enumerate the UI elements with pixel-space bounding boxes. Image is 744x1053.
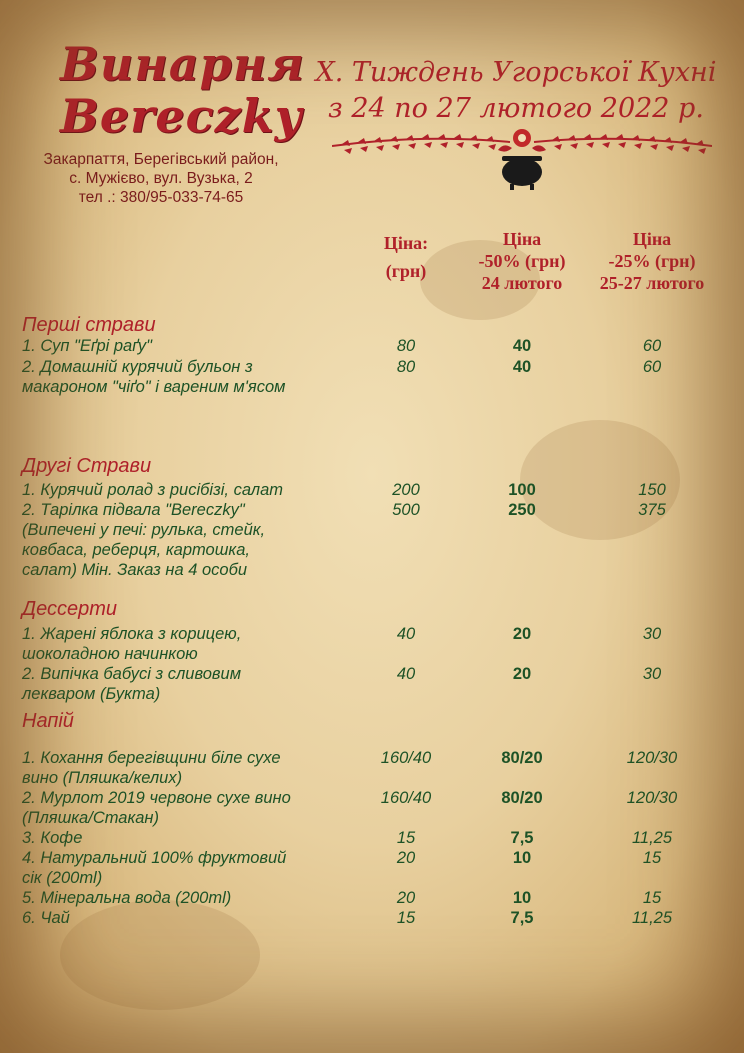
item-name-line: вино (Пляшка/келих) — [22, 769, 183, 787]
column-price-line-2: (грн) — [385, 261, 427, 281]
item-price-50: 10 — [512, 889, 532, 907]
item-price-25: 15 — [642, 849, 662, 867]
item-price: 80 — [396, 358, 416, 376]
restaurant-address — [16, 150, 306, 207]
column-discount-25-line-1: Ціна — [632, 229, 672, 249]
folk-ornament-pot-icon — [332, 128, 712, 190]
menu-item — [22, 500, 362, 580]
item-price-50: 7,5 — [510, 909, 534, 927]
item-name-line: лекваром (Букта) — [22, 685, 161, 703]
item-price: 40 — [396, 665, 416, 683]
menu-item — [22, 624, 362, 664]
item-price-25: 30 — [642, 665, 662, 683]
section-first-courses-title: Перші страви — [22, 314, 156, 336]
address-street: с. Мужієво, вул. Вузька, 2 — [69, 170, 253, 187]
item-name-line: шоколадною начинкою — [22, 645, 198, 663]
item-price-50: 10 — [512, 849, 532, 867]
item-price-50: 7,5 — [510, 829, 534, 847]
section-drinks-title: Напій — [22, 710, 74, 732]
item-price: 20 — [396, 889, 416, 907]
event-title: X. Тиждень Угорської Кухні — [315, 57, 717, 88]
item-price-25: 11,25 — [631, 909, 673, 927]
item-price: 40 — [396, 625, 416, 643]
column-discount-25-line-3: 25-27 лютого — [599, 273, 705, 293]
item-name-line: 1. Кохання берегівщини біле сухе — [22, 749, 281, 767]
menu-item — [22, 748, 362, 788]
menu-item — [22, 357, 362, 397]
item-price-50: 20 — [512, 625, 532, 643]
item-name-line: макароном "чіґо" і вареним м'ясом — [22, 378, 286, 396]
item-name-line: 2. Мурлот 2019 червоне сухе вино — [22, 789, 291, 807]
column-price — [356, 232, 456, 282]
item-price: 500 — [392, 501, 420, 519]
item-price-25: 150 — [638, 481, 666, 499]
column-discount-50-line-1: Ціна — [502, 229, 542, 249]
menu-item — [22, 480, 362, 500]
restaurant-logo — [60, 37, 305, 143]
item-price-25: 375 — [638, 501, 666, 519]
item-price-50: 80/20 — [501, 749, 543, 767]
menu-item — [22, 888, 362, 908]
menu-item — [22, 908, 362, 928]
item-name-line: салат) Мін. Заказ на 4 особи — [22, 561, 248, 579]
section-desserts-title: Дессерти — [22, 598, 118, 620]
logo-line-1: Винарня — [60, 37, 305, 91]
section-main-courses-title: Другі Страви — [22, 455, 152, 477]
item-name-line: ковбаса, реберця, картошка, — [22, 541, 250, 559]
event-heading — [296, 55, 736, 127]
item-price-25: 120/30 — [626, 789, 678, 807]
logo-line-2: Bereczky — [60, 89, 303, 143]
menu-item — [22, 788, 362, 828]
column-discount-25 — [584, 228, 720, 294]
item-price-25: 60 — [642, 337, 662, 355]
item-name-line: 6. Чай — [22, 909, 70, 927]
address-phone: тел .: 380/95-033-74-65 — [78, 189, 244, 206]
item-price-25: 15 — [642, 889, 662, 907]
item-price: 160/40 — [380, 789, 432, 807]
item-name-line: 4. Натуральний 100% фруктовий — [22, 849, 287, 867]
item-price-50: 40 — [512, 358, 532, 376]
item-price-25: 120/30 — [626, 749, 678, 767]
column-discount-50-line-3: 24 лютого — [481, 273, 563, 293]
item-price: 200 — [392, 481, 420, 499]
item-price: 20 — [396, 849, 416, 867]
menu-item — [22, 664, 362, 704]
item-name-line: 2. Тарілка підвала "Bereczky" — [22, 501, 245, 519]
item-price: 15 — [396, 829, 416, 847]
item-name-line: 1. Жарені яблока з корицею, — [22, 625, 242, 643]
column-discount-50-line-2: -50% (грн) — [478, 251, 566, 271]
menu-item — [22, 848, 362, 888]
address-region: Закарпаття, Берегівський район, — [43, 151, 279, 168]
item-name-line: (Пляшка/Стакан) — [22, 809, 160, 827]
item-price: 15 — [396, 909, 416, 927]
item-name-line: сік (200ml) — [22, 869, 103, 887]
item-name-line: 5. Мінеральна вода (200ml) — [22, 889, 232, 907]
item-name-line: 3. Кофе — [22, 829, 83, 847]
item-price: 160/40 — [380, 749, 432, 767]
item-name-line: (Випечені у печі: рулька, стейк, — [22, 521, 266, 539]
item-price-50: 40 — [512, 337, 532, 355]
column-discount-25-line-2: -25% (грн) — [608, 251, 696, 271]
column-price-line-1: Ціна: — [383, 233, 429, 253]
item-price-50: 100 — [508, 481, 536, 499]
item-price-25: 60 — [642, 358, 662, 376]
item-name-line: 2. Випічка бабусі з сливовим — [22, 665, 242, 683]
item-price-25: 30 — [642, 625, 662, 643]
item-name-line: 2. Домашній курячий бульон з — [22, 358, 253, 376]
item-price: 80 — [396, 337, 416, 355]
column-discount-50 — [462, 228, 582, 294]
menu-item — [22, 336, 362, 356]
item-price-25: 11,25 — [631, 829, 673, 847]
item-price-50: 80/20 — [501, 789, 543, 807]
item-name-line: 1. Суп "Еґрі раґу" — [22, 337, 152, 355]
item-price-50: 20 — [512, 665, 532, 683]
menu-item — [22, 828, 362, 848]
item-price-50: 250 — [508, 501, 536, 519]
item-name-line: 1. Курячий ролад з рисібізі, салат — [22, 481, 284, 499]
event-dates: з 24 по 27 лютого 2022 р. — [328, 93, 704, 124]
